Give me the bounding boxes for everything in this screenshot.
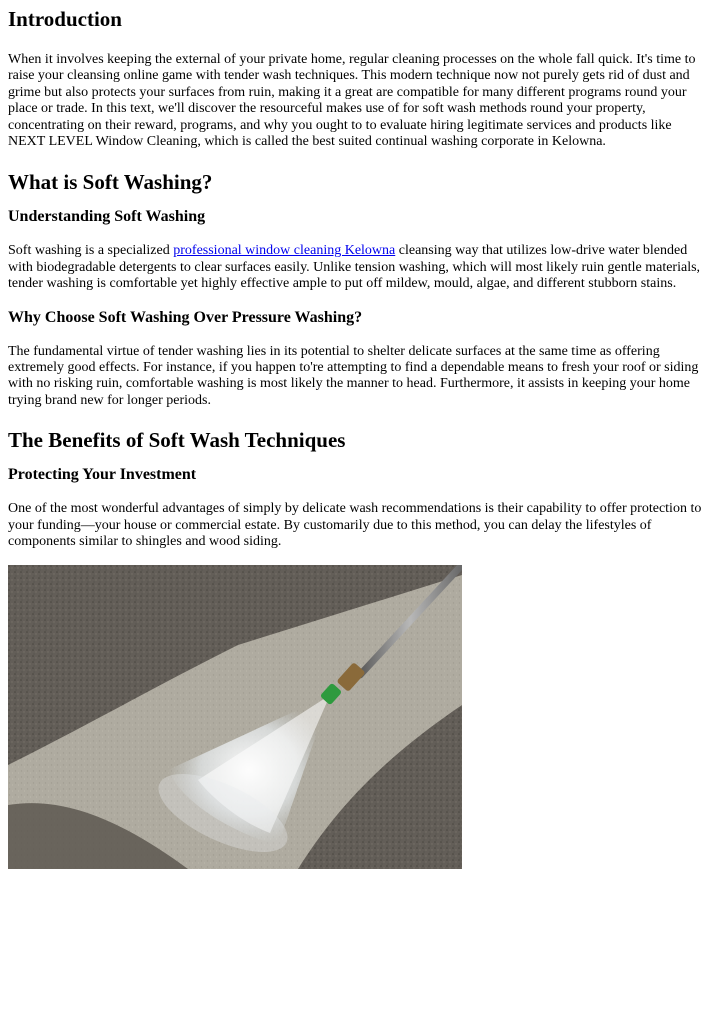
understanding-paragraph <box>8 243 712 292</box>
window-cleaning-link[interactable]: professional window cleaning Kelowna <box>173 243 396 259</box>
protecting-paragraph: One of the most wonderful advantages of simply by delicate wash recommendations is their capability to offer protection to your funding—your house or commercial estate. By customarily due to this method, you can delay the lifestyles of components similar to shingles and wood siding. <box>8 501 702 550</box>
section-heading-what-is: What is Soft Washing? <box>8 170 213 195</box>
section-heading-benefits: The Benefits of Soft Wash Techniques <box>8 428 346 453</box>
understanding-text-before: Soft washing is a specialized <box>8 243 174 259</box>
intro-paragraph: When it involves keeping the external of your private home, regular cleaning processes on the whole fall quick. It's time to raise your cleansing online game with tender wash techniques. This modern technique now not purely gets rid of dust and grime but also protects your surfaces from ruin, making it a great are compatible for many different programs round your place or trade. In this text, we'll discover the resourceful makes use of for soft wash methods round your property, concentrating on their reward, programs, and why you ought to to evaluate hiring legitimate services and products like NEXT LEVEL Window Cleaning, which is called the best suited continual washing corporate in Kelowna. <box>8 52 696 150</box>
subheading-why-choose: Why Choose Soft Washing Over Pressure Washing? <box>8 308 363 326</box>
understanding-text-after: cleansing way that utilizes low-drive water blended with biodegradable detergents to clear surfaces easily. Unlike tension washing, which will most likely ruin gentle materials, tender washing is comfortable yet highly effective ample to put off mildew, mould, algae, and different stubborn stains. <box>8 243 701 292</box>
why-choose-paragraph: The fundamental virtue of tender washing lies in its potential to shelter delicate surfaces at the same time as offering extremely good effects. For instance, if you happen to're attempting to find a dependable means to fresh your roof or siding with no risking ruin, comfortable washing is most likely the manner to head. Furthermore, it assists in keeping your home trying brand new for longer periods. <box>8 343 699 408</box>
subheading-understanding: Understanding Soft Washing <box>8 208 206 226</box>
intro-heading: Introduction <box>8 7 122 31</box>
subheading-protecting: Protecting Your Investment <box>8 466 197 484</box>
pressure-washer-photo <box>8 565 462 869</box>
pressure-washer-illustration <box>8 565 462 869</box>
